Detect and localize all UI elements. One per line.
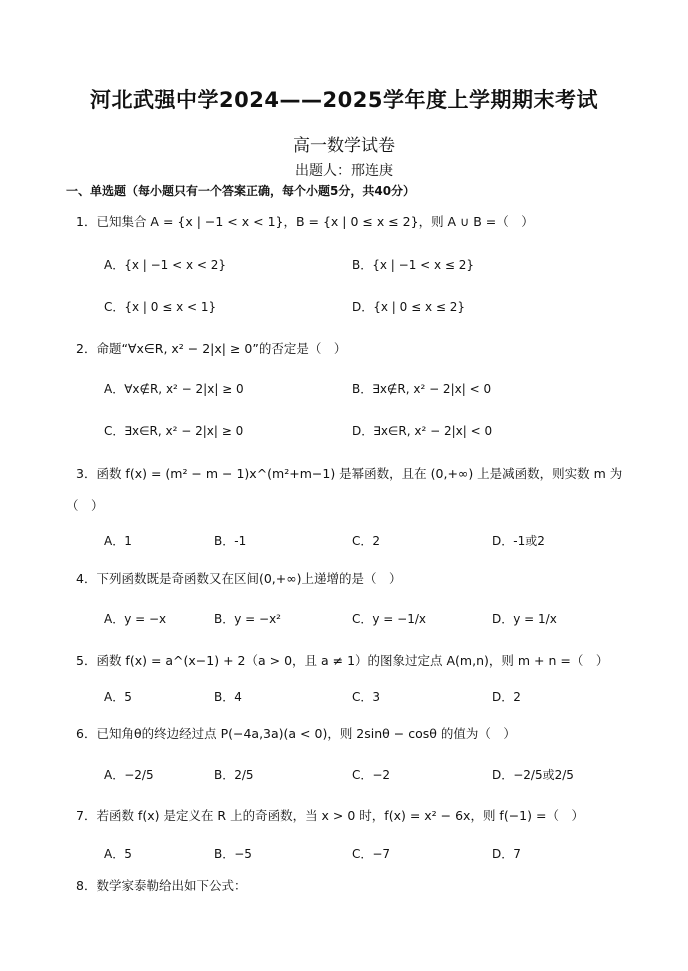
question-5-stem: 5．函数 f(x) = a^(x−1) + 2（a > 0，且 a ≠ 1）的图象过定点 A(m,n)，则 m + n =（ ） [76, 653, 609, 668]
question-4-option-d: D．y = 1/x [492, 612, 557, 626]
question-5-option-b: B．4 [214, 690, 242, 704]
section-heading: 一、单选题（每小题只有一个答案正确，每个小题5分，共40分） [66, 184, 416, 198]
question-8-stem: 8．数学家泰勒给出如下公式： [76, 878, 247, 893]
question-6-option-b: B．2/5 [214, 768, 254, 782]
question-5-option-a: A．5 [104, 690, 132, 704]
question-3-stem: 3．函数 f(x) = (m² − m − 1)x^(m²+m−1) 是幂函数，且在 (0,+∞) 上是减函数，则实数 m 为 [76, 466, 623, 481]
question-2-option-b: B．∃x∉R, x² − 2|x| < 0 [352, 382, 492, 396]
question-1-option-c: C．{x | 0 ≤ x < 1} [104, 300, 217, 314]
question-1-option-b: B．{x | −1 < x ≤ 2} [352, 258, 475, 272]
question-6-stem: 6．已知角θ的终边经过点 P(−4a,3a)(a < 0)，则 2sinθ − cosθ 的值为（ ） [76, 726, 516, 741]
question-7-option-c: C．−7 [352, 847, 391, 861]
question-6-option-c: C．−2 [352, 768, 391, 782]
question-7-option-b: B．−5 [214, 847, 252, 861]
question-6-option-d: D．−2/5或2/5 [492, 768, 574, 782]
question-5-option-c: C．3 [352, 690, 381, 704]
question-7-option-a: A．5 [104, 847, 132, 861]
question-3-option-b: B．-1 [214, 534, 247, 548]
question-7-stem: 7．若函数 f(x) 是定义在 R 上的奇函数，当 x > 0 时，f(x) = x² − 6x，则 f(−1) =（ ） [76, 808, 584, 823]
exam-title: 河北武强中学2024——2025学年度上学期期末考试 [90, 88, 598, 112]
question-4-option-c: C．y = −1/x [352, 612, 426, 626]
question-4-option-a: A．y = −x [104, 612, 167, 626]
question-2-stem: 2．命题“∀x∈R, x² − 2|x| ≥ 0”的否定是（ ） [76, 341, 347, 356]
question-4-option-b: B．y = −x² [214, 612, 281, 626]
exam-author: 出题人：邢连庚 [295, 163, 393, 179]
question-1-option-a: A．{x | −1 < x < 2} [104, 258, 227, 272]
question-5-option-d: D．2 [492, 690, 521, 704]
question-1-option-d: D．{x | 0 ≤ x ≤ 2} [352, 300, 466, 314]
question-2-option-d: D．∃x∈R, x² − 2|x| < 0 [352, 424, 493, 438]
question-7-option-d: D．7 [492, 847, 521, 861]
question-2-option-c: C．∃x∈R, x² − 2|x| ≥ 0 [104, 424, 244, 438]
exam-subtitle: 高一数学试卷 [293, 136, 395, 156]
question-4-stem: 4．下列函数既是奇函数又在区间(0,+∞)上递增的是（ ） [76, 571, 402, 586]
question-3-stem-continued: （ ） [66, 498, 104, 513]
question-3-option-c: C．2 [352, 534, 381, 548]
question-3-option-a: A．1 [104, 534, 132, 548]
question-6-option-a: A．−2/5 [104, 768, 154, 782]
question-1-stem: 1．已知集合 A = {x | −1 < x < 1}，B = {x | 0 ≤ x ≤ 2}，则 A ∪ B =（ ） [76, 214, 534, 229]
question-2-option-a: A．∀x∉R, x² − 2|x| ≥ 0 [104, 382, 244, 396]
question-3-option-d: D．-1或2 [492, 534, 545, 548]
